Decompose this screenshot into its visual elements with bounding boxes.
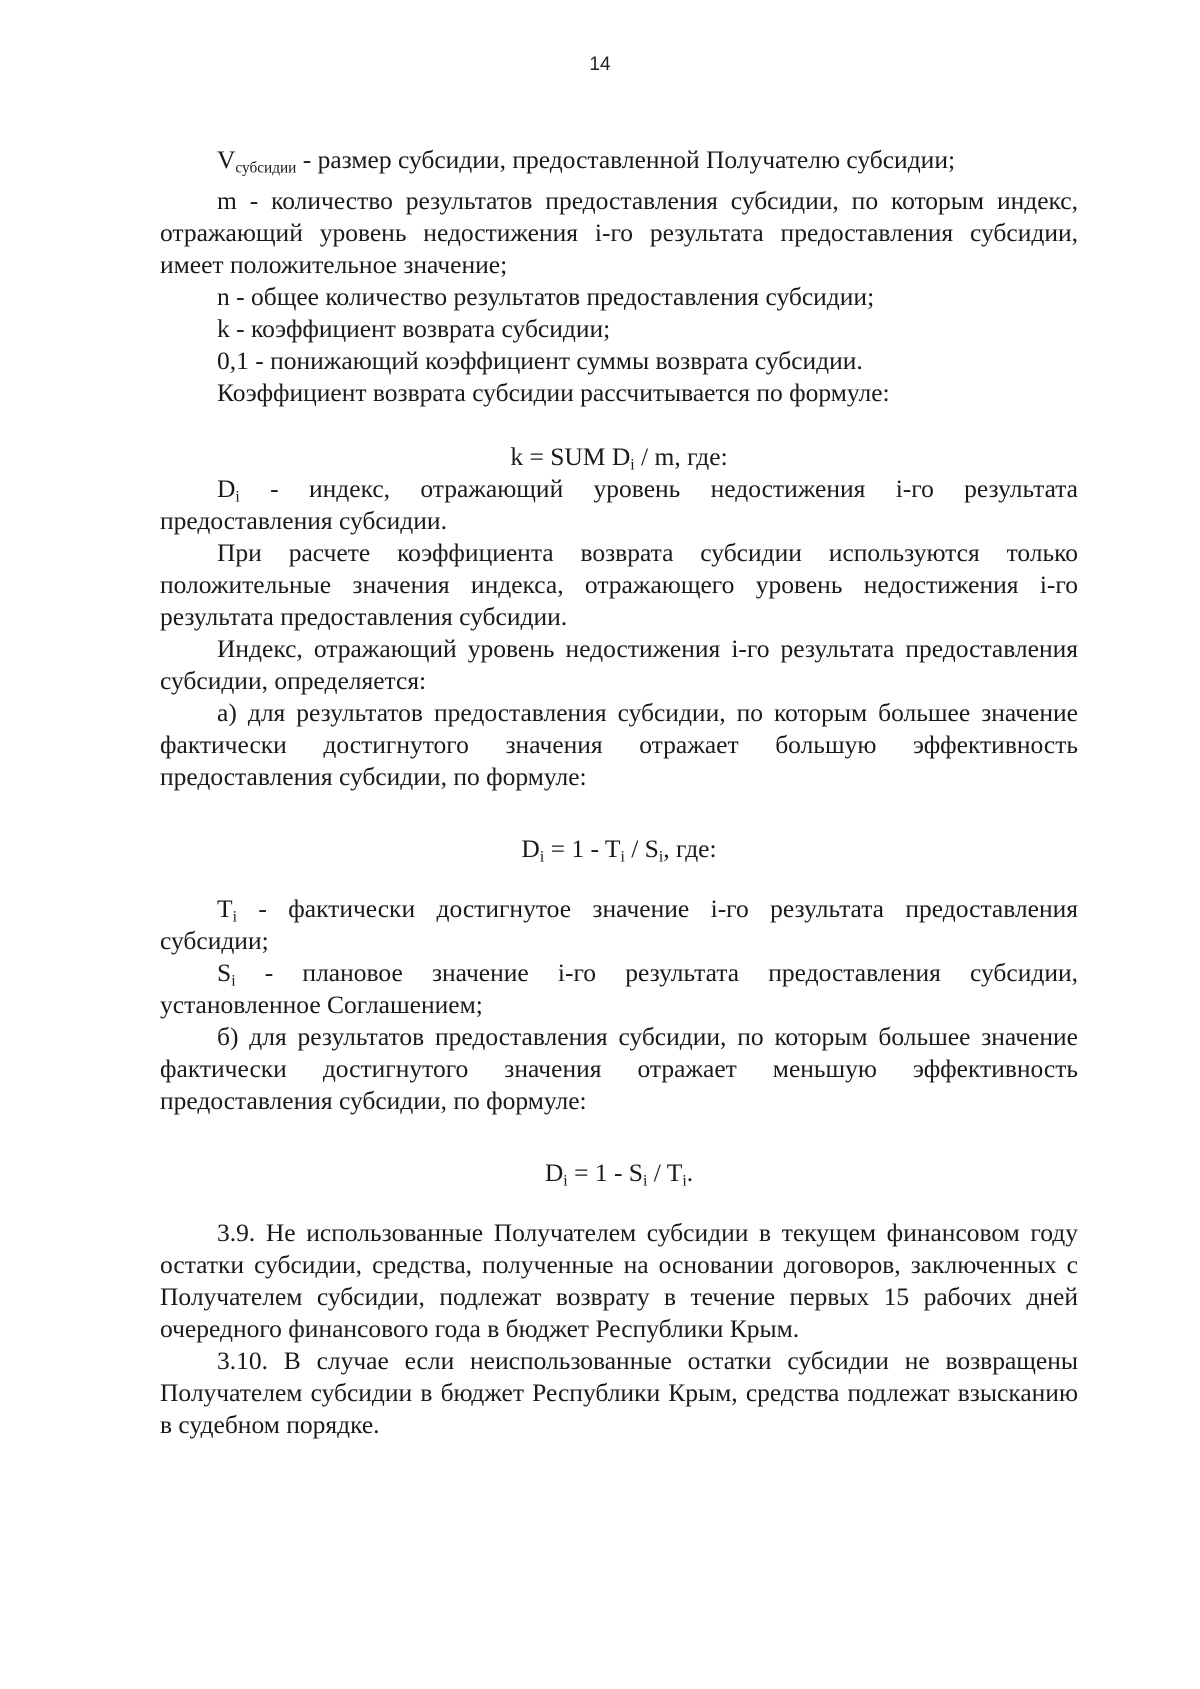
- formula-k-sub: i: [630, 456, 635, 473]
- page-number: 14: [589, 54, 611, 75]
- definition-di: [160, 473, 1078, 537]
- formula-b-t-sub: i: [682, 1172, 687, 1189]
- formula-a-mid: = 1 - T: [544, 833, 621, 863]
- definition-m: m - количество результатов предоставления субсидии, по которым индекс, отражающий уровень недостижения i-го результата предоставления субсидии, имеет положительное значение;: [160, 185, 1078, 279]
- definition-ti-text: - фактически достигнутое значение i-го результата предоставления субсидии;: [160, 893, 1078, 955]
- formula-b-d: D: [544, 1157, 564, 1187]
- formula-b-s-sub: i: [643, 1172, 648, 1189]
- definition-si-text: - плановое значение i-го результата предоставления субсидии, установленное Соглашением;: [160, 957, 1078, 1019]
- symbol-d: D: [217, 473, 236, 503]
- symbol-t: T: [217, 893, 233, 923]
- definition-v-text: - размер субсидии, предоставленной Получателю субсидии;: [296, 145, 956, 174]
- paragraph-case-b: б) для результатов предоставления субсидии, по которым большее значение фактически достигнутого значения отражает меньшую эффективность предоставления субсидии, по формуле:: [160, 1021, 1078, 1115]
- formula-a-t-sub: i: [620, 848, 625, 865]
- definition-si: [160, 957, 1078, 1021]
- paragraph-index-defined: Индекс, отражающий уровень недостижения i-го результата предоставления субсидии, определяется:: [160, 633, 1078, 695]
- formula-b-mid: = 1 - S: [567, 1157, 643, 1187]
- paragraph-3-10: 3.10. В случае если неиспользованные остатки субсидии не возвращены Получателем субсидии в бюджет Республики Крым, средства подлежат взысканию в судебном порядке.: [160, 1345, 1078, 1439]
- formula-b-end: .: [686, 1157, 694, 1187]
- formula-b-d-sub: i: [563, 1172, 568, 1189]
- subscript-subsidy: субсидии: [235, 159, 297, 177]
- symbol-s-sub: i: [231, 972, 236, 989]
- formula-b: [160, 1157, 1078, 1189]
- symbol-v: V: [217, 145, 236, 174]
- document-body: [160, 144, 1078, 1441]
- definition-k: k - коэффициент возврата субсидии;: [217, 313, 611, 343]
- definition-v: [160, 144, 1078, 185]
- definition-di-text: - индекс, отражающий уровень недостижения i-го результата предоставления субсидии.: [160, 473, 1078, 535]
- formula-a-slash: / S: [624, 833, 659, 863]
- definition-ti: [160, 893, 1078, 957]
- formula-k-left: k = SUM D: [510, 441, 631, 471]
- definition-01: 0,1 - понижающий коэффициент суммы возврата субсидии.: [217, 345, 863, 375]
- symbol-t-sub: i: [232, 908, 237, 925]
- k-formula-intro: Коэффициент возврата субсидии рассчитывается по формуле:: [217, 377, 890, 407]
- paragraph-case-a: а) для результатов предоставления субсидии, по которым большее значение фактически достигнутого значения отражает большую эффективность предоставления субсидии, по формуле:: [160, 697, 1078, 791]
- formula-k: [160, 441, 1078, 473]
- formula-b-slash: / T: [647, 1157, 683, 1187]
- formula-a-d-sub: i: [539, 848, 545, 865]
- formula-a-d: D: [521, 833, 540, 863]
- formula-a-end: , где:: [663, 833, 717, 863]
- paragraph-3-9: 3.9. Не использованные Получателем субсидии в текущем финансовом году остатки субсидии, средства, полученные на основании договоров, заключенных с Получателем субсидии, подлежат возврату в течение первых 15 рабочих дней очередного финансового года в бюджет Республики Крым.: [160, 1217, 1078, 1343]
- symbol-s: S: [217, 957, 232, 987]
- formula-a: [160, 833, 1078, 865]
- formula-k-right: / m, где:: [634, 441, 728, 471]
- symbol-d-sub: i: [235, 488, 240, 505]
- paragraph-positive-only: При расчете коэффициента возврата субсидии используются только положительные значения индекса, отражающего уровень недостижения i-го результата предоставления субсидии.: [160, 537, 1078, 631]
- definition-n: n - общее количество результатов предоставления субсидии;: [217, 281, 875, 311]
- formula-a-s-sub: i: [658, 848, 664, 865]
